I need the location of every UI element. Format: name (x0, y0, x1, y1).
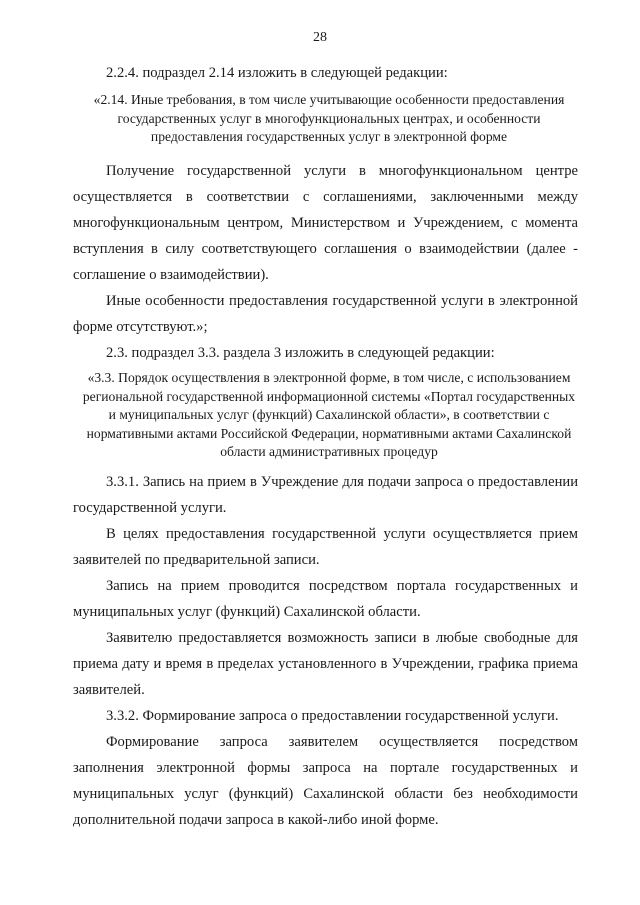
paragraph-other-features: Иные особенности предоставления государственной услуги в электронной форме отсутствуют.»; (73, 293, 578, 335)
quote-heading-3-3: «3.3. Порядок осуществления в электронной форме, в том числе, с использованием региональной государственной информационной системы «Портал государственных и муниципальных услуг (функций) Сахалинской области», в соответствии с нормативными актами Российской Федерации, нормативными актами Сахалинской области административных процедур (82, 370, 576, 459)
quote-heading-2-14: «2.14. Иные требования, в том числе учитывающие особенности предоставления государственных услуг в многофункциональных центрах, и особенности предоставления государственных услуг в электронной форме (93, 92, 565, 144)
page-number: 28 (313, 30, 327, 45)
paragraph-3-3-2: 3.3.2. Формирование запроса о предоставлении государственной услуги. (106, 708, 559, 724)
paragraph-3-3-1: 3.3.1. Запись на прием в Учреждение для подачи запроса о предоставлении государственной услуги. (73, 474, 578, 516)
paragraph-request-forming: Формирование запроса заявителем осуществляется посредством заполнения электронной формы запроса на портале государственных и муниципальных услуг (функций) Сахалинской области без необходимости дополнительной подачи запроса в какой-либо иной форме. (73, 734, 578, 828)
paragraph-prior-record: В целях предоставления государственной услуги осуществляется прием заявителей по предварительной записи. (73, 526, 578, 568)
paragraph-2-2-4: 2.2.4. подраздел 2.14 изложить в следующей редакции: (106, 65, 448, 81)
paragraph-2-3: 2.3. подраздел 3.3. раздела 3 изложить в следующей редакции: (106, 345, 495, 361)
paragraph-free-slots: Заявителю предоставляется возможность записи в любые свободные для приема дату и время в пределах установленного в Учреждении, графика приема заявителей. (73, 630, 578, 698)
paragraph-mfc: Получение государственной услуги в многофункциональном центре осуществляется в соответствии с соглашениями, заключенными между многофункциональным центром, Министерством и Учреждением, с момента вступления в силу соответствующего соглашения о взаимодействии (далее - соглашение о взаимодействии). (73, 163, 578, 283)
paragraph-portal-record: Запись на прием проводится посредством портала государственных и муниципальных услуг (функций) Сахалинской области. (73, 578, 578, 620)
